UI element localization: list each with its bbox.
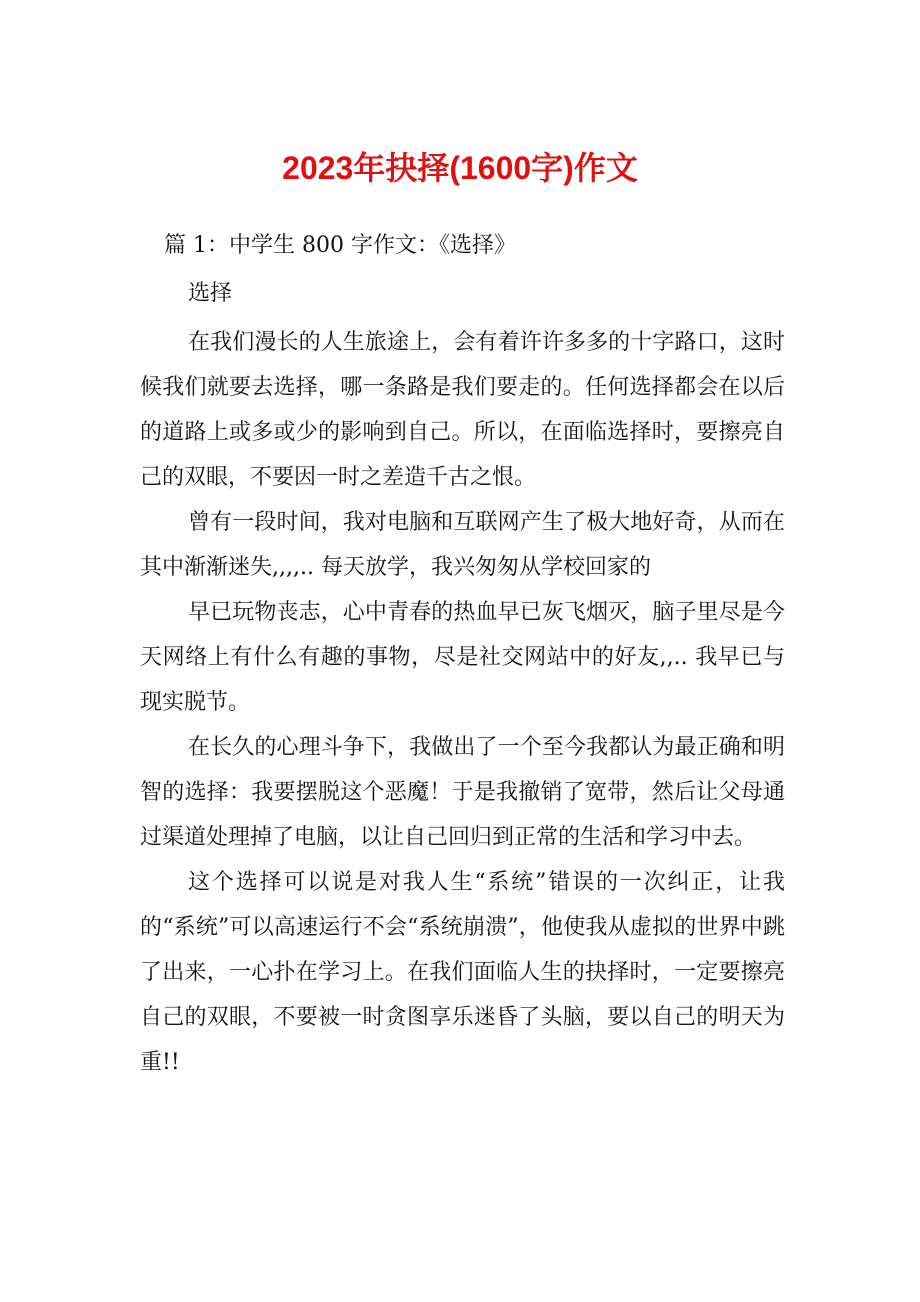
article-body (140, 320, 785, 1085)
document-title: 2023年抉择(1600字)作文 (282, 150, 638, 186)
paragraph-2: 曾有一段时间，我对电脑和互联网产生了极大地好奇，从而在其中渐渐迷失,,,,.. 每天放学，我兴匆匆从学校回家的 (140, 510, 785, 580)
paragraph-4: 在长久的心理斗争下，我做出了一个至今我都认为最正确和明智的选择：我要摆脱这个恶魔！于是我撤销了宽带，然后让父母通过渠道处理掉了电脑，以让自己回归到正常的生活和学习中去。 (140, 735, 785, 850)
paragraph-5: 这个选择可以说是对我人生“系统”错误的一次纠正，让我的“系统”可以高速运行不会“系统崩溃”，他使我从虚拟的世界中跳了出来，一心扑在学习上。在我们面临人生的抉择时，一定要擦亮自己的双眼，不要被一时贪图享乐迷昏了头脑，要以自己的明天为重!! (140, 870, 785, 1075)
paragraph-1: 在我们漫长的人生旅途上，会有着许许多多的十字路口，这时候我们就要去选择，哪一条路是我们要走的。任何选择都会在以后的道路上或多或少的影响到自己。所以，在面临选择时，要擦亮自己的双眼，不要因一时之差造千古之恨。 (140, 330, 785, 490)
paragraph-3: 早已玩物丧志，心中青春的热血早已灰飞烟灭，脑子里尽是今天网络上有什么有趣的事物，尽是社交网站中的好友,,.. 我早已与现实脱节。 (140, 600, 785, 715)
article-subtitle: 篇 1：中学生 800 字作文：《选择》 (164, 233, 516, 258)
article-heading: 选择 (188, 281, 233, 306)
